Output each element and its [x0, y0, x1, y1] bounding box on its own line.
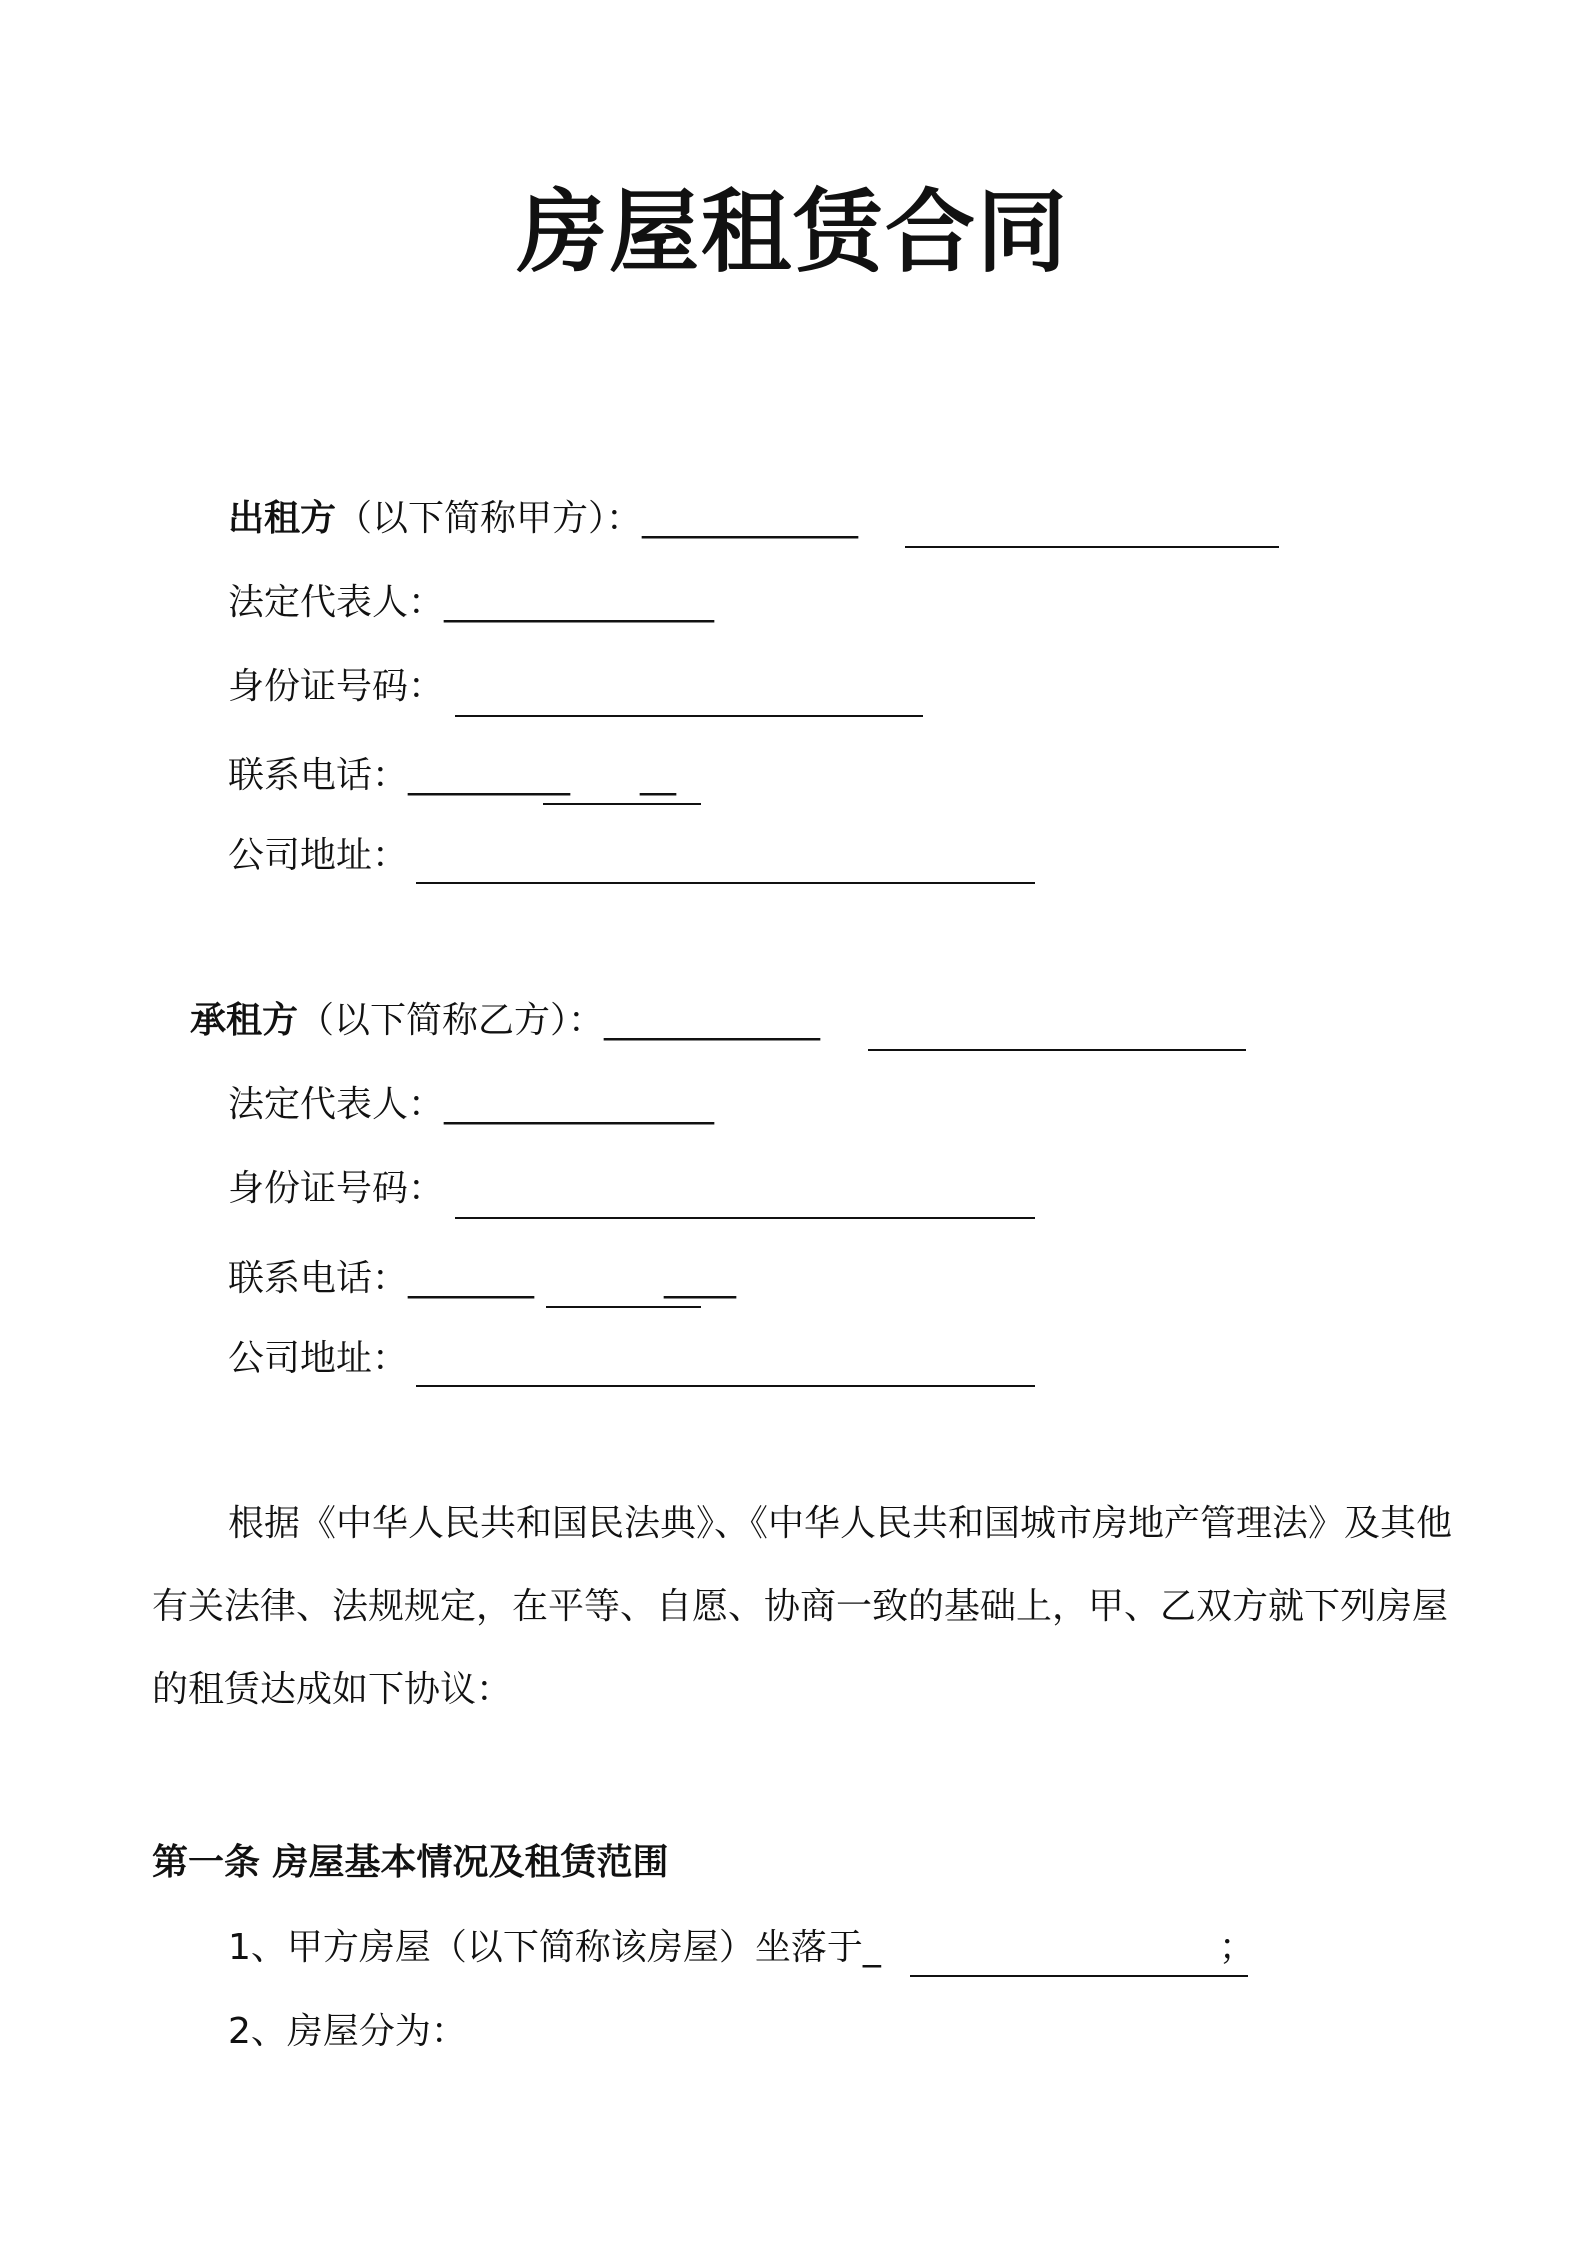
article1-item1-underline[interactable] — [910, 1975, 1248, 1977]
lessor-legal-rep — [228, 578, 714, 628]
article1-heading: 第一条 房屋基本情况及租赁范围 — [152, 1842, 669, 1883]
lessor-legal-rep-blank[interactable]: _______________ — [444, 582, 715, 623]
lessee-phone-underline[interactable] — [546, 1306, 701, 1308]
lessee-heading-bold: 承租方 — [190, 1000, 299, 1041]
article1-item1-prefix: 1、甲方房屋（以下简称该房屋）坐落于_ — [228, 1927, 881, 1968]
lessor-id-underline[interactable] — [455, 715, 923, 717]
lessee-heading-rest: （以下简称乙方）： — [298, 1000, 605, 1041]
lessor-address — [228, 831, 408, 881]
lessor-heading-blank: ____________ — [642, 498, 859, 539]
lessee-legal-rep — [228, 1080, 714, 1130]
lessor-id-label: 身份证号码： — [228, 666, 445, 707]
article1-item2: 2、房屋分为： — [228, 2011, 467, 2052]
lessee-name-underline[interactable] — [868, 1049, 1246, 1051]
lessee-legal-rep-blank[interactable]: _______________ — [444, 1084, 715, 1125]
lessee-phone-blank-a[interactable]: _______ — [408, 1258, 535, 1299]
lessee-address-underline[interactable] — [416, 1385, 1035, 1387]
article1-item1 — [228, 1923, 1255, 1973]
lessor-address-underline[interactable] — [416, 882, 1035, 884]
lessee-phone-blank-b[interactable]: ____ — [664, 1258, 737, 1299]
lessee-address-label: 公司地址： — [228, 1338, 409, 1379]
lessee-heading-blank: ____________ — [604, 1000, 821, 1041]
lessor-address-label: 公司地址： — [228, 835, 409, 876]
lessor-name-underline[interactable] — [905, 546, 1279, 548]
lessor-phone-underline[interactable] — [543, 803, 701, 805]
lessee-id-underline[interactable] — [455, 1217, 1035, 1219]
lessor-phone-label: 联系电话： — [228, 755, 409, 796]
lessee-phone-label: 联系电话： — [228, 1258, 409, 1299]
lessor-id — [228, 662, 444, 712]
lessor-legal-rep-label: 法定代表人： — [228, 582, 445, 623]
lessee-heading — [190, 996, 820, 1046]
lessor-heading-bold: 出租方 — [228, 498, 337, 539]
lessee-phone — [228, 1254, 736, 1304]
lessor-heading-rest: （以下简称甲方）： — [336, 498, 643, 539]
lessor-phone-blank-a[interactable]: _________ — [408, 755, 571, 796]
lessee-legal-rep-label: 法定代表人： — [228, 1084, 445, 1125]
lessee-id — [228, 1164, 444, 1214]
preamble-paragraph: 根据《中华人民共和国民法典》、《中华人民共和国城市房地产管理法》及其他有关法律、法规规定，在平等、自愿、协商一致的基础上，甲、乙双方就下列房屋的租赁达成如下协议： — [152, 1503, 1453, 1710]
lessee-address — [228, 1334, 408, 1384]
document-title: 房屋租赁合同 — [517, 180, 1069, 285]
lessor-phone-blank-b[interactable]: __ — [640, 755, 677, 796]
lessor-heading — [228, 494, 858, 544]
lessor-phone — [228, 751, 676, 801]
article1-item1-suffix: ； — [1218, 1927, 1255, 1968]
lessee-id-label: 身份证号码： — [228, 1168, 445, 1209]
